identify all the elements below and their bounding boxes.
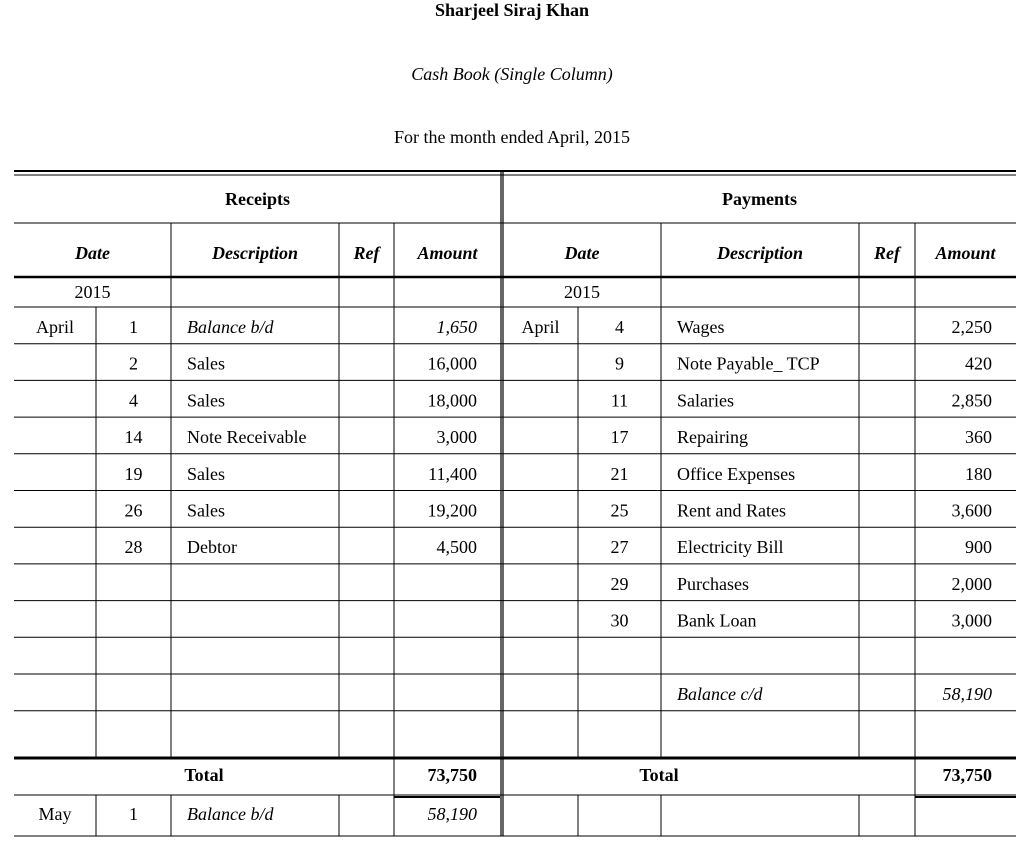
payments-row-description: Salaries bbox=[677, 390, 734, 411]
receipts-row-description: Sales bbox=[187, 463, 225, 484]
payments-row-description: Electricity Bill bbox=[677, 537, 784, 558]
receipts-row-description: Note Receivable bbox=[187, 427, 307, 448]
payments-row-day: 11 bbox=[610, 390, 629, 411]
payments-row-day: 9 bbox=[615, 353, 624, 374]
payments-row-description: Rent and Rates bbox=[677, 500, 786, 521]
receipts-total-amount: 73,750 bbox=[427, 765, 477, 785]
payments-row-amount: 360 bbox=[965, 427, 992, 448]
receipts-row-amount: 1,650 bbox=[436, 317, 477, 337]
receipts-year: 2015 bbox=[74, 282, 111, 302]
payments-row-amount: 2,000 bbox=[951, 573, 992, 594]
payments-header-description: Description bbox=[716, 243, 804, 263]
payments-row-description: Purchases bbox=[677, 573, 749, 594]
carried-description: Balance b/d bbox=[187, 804, 274, 824]
payments-row-amount: 180 bbox=[965, 463, 992, 484]
receipts-row-month: April bbox=[36, 317, 74, 337]
carried-month: May bbox=[38, 804, 72, 824]
payments-row-day: 29 bbox=[610, 573, 629, 594]
company-name: Sharjeel Siraj Khan bbox=[434, 0, 589, 20]
receipts-header-amount: Amount bbox=[417, 243, 478, 263]
receipts-row-description: Debtor bbox=[187, 537, 237, 558]
receipts-header-description: Description bbox=[211, 243, 299, 263]
receipts-row-day: 14 bbox=[124, 427, 143, 448]
payments-year: 2015 bbox=[564, 282, 600, 302]
receipts-row-description: Balance b/d bbox=[187, 317, 274, 337]
receipts-row-day: 19 bbox=[124, 463, 143, 484]
payments-row-day: 21 bbox=[610, 463, 629, 484]
payments-row-description: Note Payable_ TCP bbox=[677, 353, 820, 374]
receipts-title: Receipts bbox=[225, 189, 290, 209]
payments-row-description: Balance c/d bbox=[677, 684, 763, 704]
period-text: For the month ended April, 2015 bbox=[394, 127, 630, 147]
receipts-row-day: 4 bbox=[129, 390, 138, 411]
payments-row-day: 17 bbox=[610, 427, 629, 448]
payments-row-amount: 420 bbox=[965, 353, 992, 374]
payments-header-date: Date bbox=[564, 243, 600, 263]
receipts-row-amount: 18,000 bbox=[427, 390, 477, 411]
receipts-row-day: 26 bbox=[124, 500, 143, 521]
book-name: Cash Book (Single Column) bbox=[411, 64, 613, 84]
receipts-row-amount: 3,000 bbox=[436, 427, 477, 448]
carried-day: 1 bbox=[129, 804, 138, 824]
payments-row-amount: 900 bbox=[965, 537, 992, 558]
payments-total-label: Total bbox=[639, 765, 679, 785]
receipts-row-day: 1 bbox=[129, 317, 138, 337]
receipts-row-description: Sales bbox=[187, 500, 225, 521]
receipts-row-amount: 19,200 bbox=[427, 500, 477, 521]
payments-row-description: Bank Loan bbox=[677, 610, 757, 631]
payments-header-amount: Amount bbox=[935, 243, 996, 263]
payments-row-description: Repairing bbox=[677, 427, 748, 448]
carried-amount: 58,190 bbox=[427, 804, 477, 824]
payments-row-amount: 2,250 bbox=[951, 317, 992, 337]
payments-row-amount: 2,850 bbox=[951, 390, 992, 411]
receipts-row-description: Sales bbox=[187, 390, 225, 411]
receipts-row-day: 28 bbox=[124, 537, 143, 558]
payments-row-description: Wages bbox=[677, 317, 725, 337]
receipts-row-description: Sales bbox=[187, 353, 225, 374]
payments-row-day: 4 bbox=[615, 317, 624, 337]
receipts-row-day: 2 bbox=[129, 353, 138, 374]
payments-row-amount: 3,000 bbox=[951, 610, 992, 631]
payments-row-day: 27 bbox=[610, 537, 629, 558]
payments-row-month: April bbox=[521, 317, 560, 337]
receipts-row-amount: 16,000 bbox=[427, 353, 477, 374]
payments-header-ref: Ref bbox=[874, 243, 900, 263]
payments-row-amount: 58,190 bbox=[942, 684, 992, 704]
payments-row-description: Office Expenses bbox=[677, 463, 796, 484]
receipts-row-amount: 4,500 bbox=[436, 537, 477, 558]
payments-row-day: 30 bbox=[610, 610, 629, 631]
payments-row-amount: 3,600 bbox=[951, 500, 992, 521]
receipts-row-amount: 11,400 bbox=[428, 463, 477, 484]
payments-total-amount: 73,750 bbox=[942, 765, 992, 785]
receipts-total-label: Total bbox=[184, 765, 224, 785]
payments-title: Payments bbox=[722, 189, 797, 209]
receipts-header-date: Date bbox=[75, 243, 110, 263]
receipts-header-ref: Ref bbox=[353, 243, 380, 263]
payments-row-day: 25 bbox=[610, 500, 629, 521]
